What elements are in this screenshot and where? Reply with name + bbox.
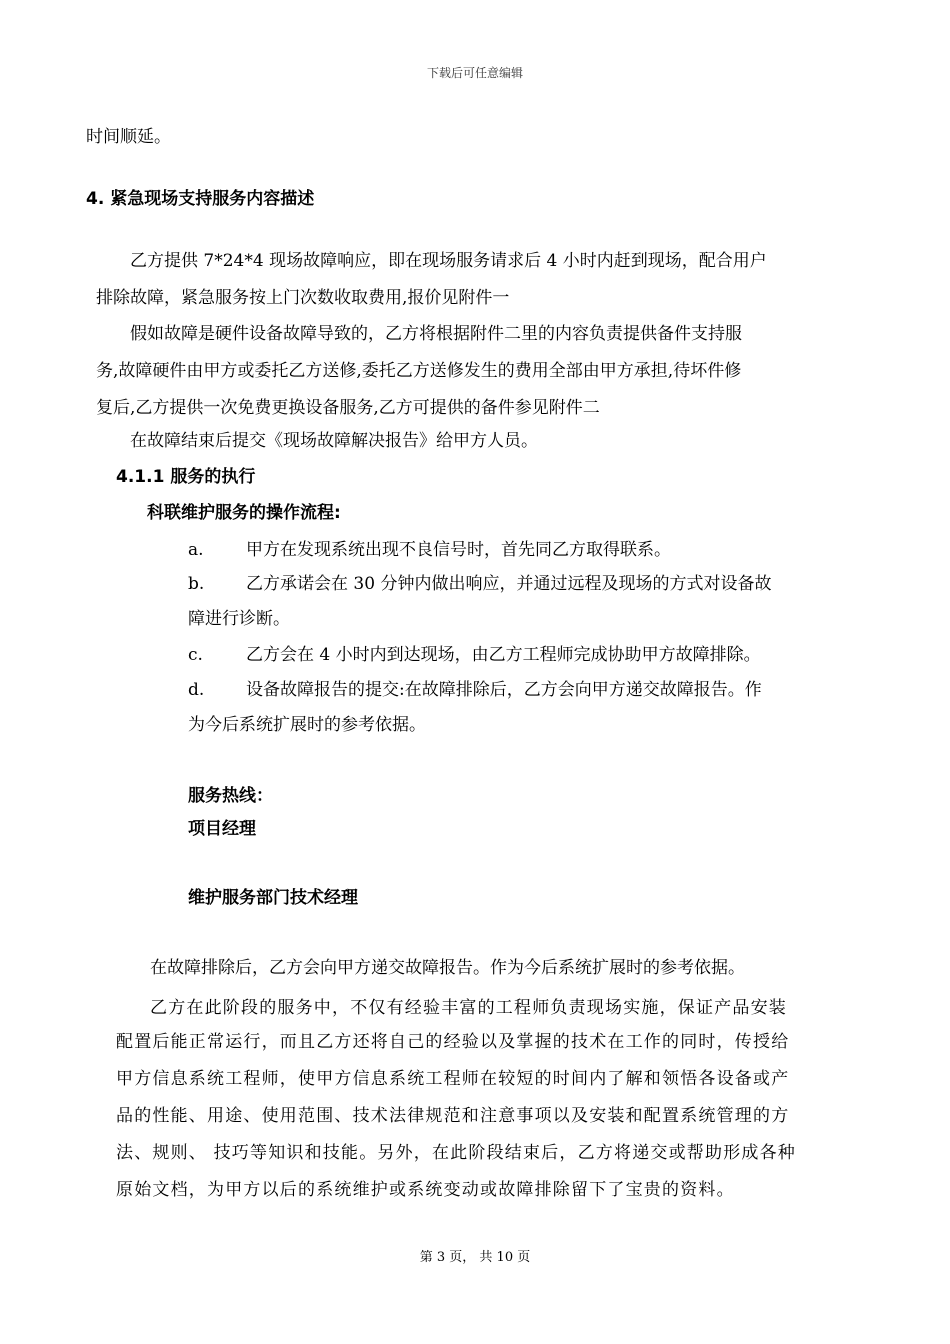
closing-para2-line3: 甲方信息系统工程师，使甲方信息系统工程师在较短的时间内了解和领悟各设备或产	[116, 1069, 790, 1089]
list-item-d-continuation: 为今后系统扩展时的参考依据。	[188, 715, 426, 735]
list-item-text: 乙方会在 4 小时内到达现场，由乙方工程师完成协助甲方故障排除。	[246, 645, 761, 665]
closing-para2-line2: 配置后能正常运行，而且乙方还将自己的经验以及掌握的技术在工作的同时，传授给	[116, 1032, 790, 1052]
intro-line: 时间顺延。	[86, 127, 171, 147]
list-item-marker: c.	[188, 645, 203, 665]
section-4-para2-line3: 复后,乙方提供一次免费更换设备服务,乙方可提供的备件参见附件二	[96, 398, 600, 418]
section-411-heading: 4.1.1 服务的执行	[116, 467, 256, 487]
closing-para2-line1: 乙方在此阶段的服务中，不仅有经验丰富的工程师负责现场实施，保证产品安装	[150, 998, 787, 1018]
section-4-para3: 在故障结束后提交《现场故障解决报告》给甲方人员。	[130, 431, 538, 451]
closing-para1: 在故障排除后，乙方会向甲方递交故障报告。作为今后系统扩展时的参考依据。	[150, 958, 745, 978]
list-item-c	[188, 644, 761, 666]
flow-title: 科联维护服务的操作流程:	[147, 503, 341, 523]
section-4-para1-line1: 乙方提供 7*24*4 现场故障响应，即在现场服务请求后 4 小时内赶到现场，配合用户	[130, 251, 767, 271]
hotline-title: 服务热线：	[188, 786, 273, 806]
list-item-a	[188, 539, 671, 561]
hotline-tech-manager: 维护服务部门技术经理	[188, 888, 358, 908]
list-item-text: 乙方承诺会在 30 分钟内做出响应，并通过远程及现场的方式对设备故	[246, 574, 772, 594]
hotline-project-manager: 项目经理	[188, 819, 256, 839]
section-4-para2-line1: 假如故障是硬件设备故障导致的，乙方将根据附件二里的内容负责提供备件支持服	[130, 324, 742, 344]
page-footer: 第 3 页， 共 10 页	[419, 1250, 531, 1265]
list-item-marker: b.	[188, 574, 205, 594]
list-item-marker: a.	[188, 540, 204, 560]
closing-para2-line5: 法、规则、 技巧等知识和技能。另外，在此阶段结束后，乙方将递交或帮助形成各种	[116, 1143, 797, 1163]
list-item-d	[188, 679, 762, 701]
closing-para2-line4: 品的性能、用途、使用范围、技术法律规范和注意事项以及安装和配置系统管理的方	[116, 1106, 790, 1126]
section-4-para2-line2: 务,故障硬件由甲方或委托乙方送修,委托乙方送修发生的费用全部由甲方承担,待坏件修	[96, 361, 742, 381]
list-item-text: 设备故障报告的提交:在故障排除后，乙方会向甲方递交故障报告。作	[246, 680, 762, 700]
closing-para2-line6: 原始文档，为甲方以后的系统维护或系统变动或故障排除留下了宝贵的资料。	[116, 1180, 735, 1200]
list-item-b-continuation: 障进行诊断。	[188, 609, 290, 629]
list-item-text: 甲方在发现系统出现不良信号时，首先同乙方取得联系。	[246, 540, 671, 560]
section-4-para1-line2: 排除故障，紧急服务按上门次数收取费用,报价见附件一	[96, 288, 510, 308]
list-item-b	[188, 573, 771, 595]
section-4-heading: 4. 紧急现场支持服务内容描述	[86, 189, 315, 209]
page-header-note: 下载后可任意编辑	[426, 66, 523, 80]
list-item-marker: d.	[188, 680, 205, 700]
